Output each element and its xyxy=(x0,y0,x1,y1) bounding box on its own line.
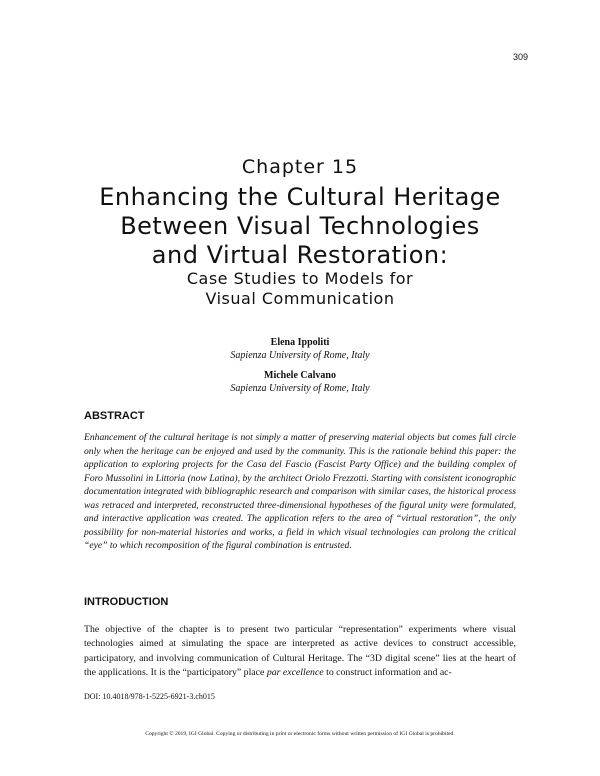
author-affiliation: Sapienza University of Rome, Italy xyxy=(230,383,370,394)
title-line-3: and Virtual Restoration: xyxy=(151,241,449,269)
copyright-notice: Copyright © 2019, IGI Global. Copying or distributing in print or electronic forms without written permission of IGI Global is prohibited. xyxy=(145,731,455,737)
chapter-label: Chapter 15 xyxy=(241,156,359,178)
author-affiliation: Sapienza University of Rome, Italy xyxy=(230,350,370,361)
introduction-body xyxy=(84,623,516,680)
title-line-1: Enhancing the Cultural Heritage xyxy=(99,183,501,211)
title-line-2: Between Visual Technologies xyxy=(120,212,480,240)
author-2 xyxy=(0,369,600,395)
introduction-heading: INTRODUCTION xyxy=(84,596,169,608)
author-name: Elena Ippoliti xyxy=(270,337,330,348)
abstract-heading: ABSTRACT xyxy=(84,410,145,422)
intro-emphasis: par excellence xyxy=(266,666,324,678)
doi: DOI: 10.4018/978-1-5225-6921-3.ch015 xyxy=(84,692,215,701)
intro-text-start: The objective of the chapter is to present two particular “representation” experiments where visual technologies aimed at simulating the space are interpreted as active devices to construct accessible, participatory, and involving communication of Cultural Heritage. The “3D digital scene” lies at the heart of the applications. It is the “participatory” place xyxy=(84,624,516,678)
intro-text-end: to construct information and ac- xyxy=(323,666,452,678)
chapter-title xyxy=(0,183,600,270)
abstract-body: Enhancement of the cultural heritage is not simply a matter of preserving material objects but comes full circle only when the heritage can be enjoyed and used by the community. This is the rationale behind this paper: the application to exploring projects for the Casa del Fascio (Fascist Party Office) and the building complex of Foro Mussolini in Littoria (now Latina), by the architect Oriolo Frezzotti. Starting with consistent iconographic documentation integrated with bibliographic research and comparison with similar cases, the historical process was retraced and interpreted, reconstructed three-dimensional hypotheses of the figural unity were formulated, and interactive application was created. The application refers to the area of “virtual restoration”, the only possibility for non-material histories and works, a field in which visual technologies can prolong the critical “eye” to which recomposition of the figural combination is entrusted. xyxy=(84,432,516,551)
page-number: 309 xyxy=(512,52,528,62)
subtitle-line-2: Visual Communication xyxy=(205,289,395,308)
chapter-subtitle xyxy=(0,269,600,309)
subtitle-line-1: Case Studies to Models for xyxy=(186,269,414,288)
author-name: Michele Calvano xyxy=(264,370,336,381)
author-1 xyxy=(0,336,600,362)
